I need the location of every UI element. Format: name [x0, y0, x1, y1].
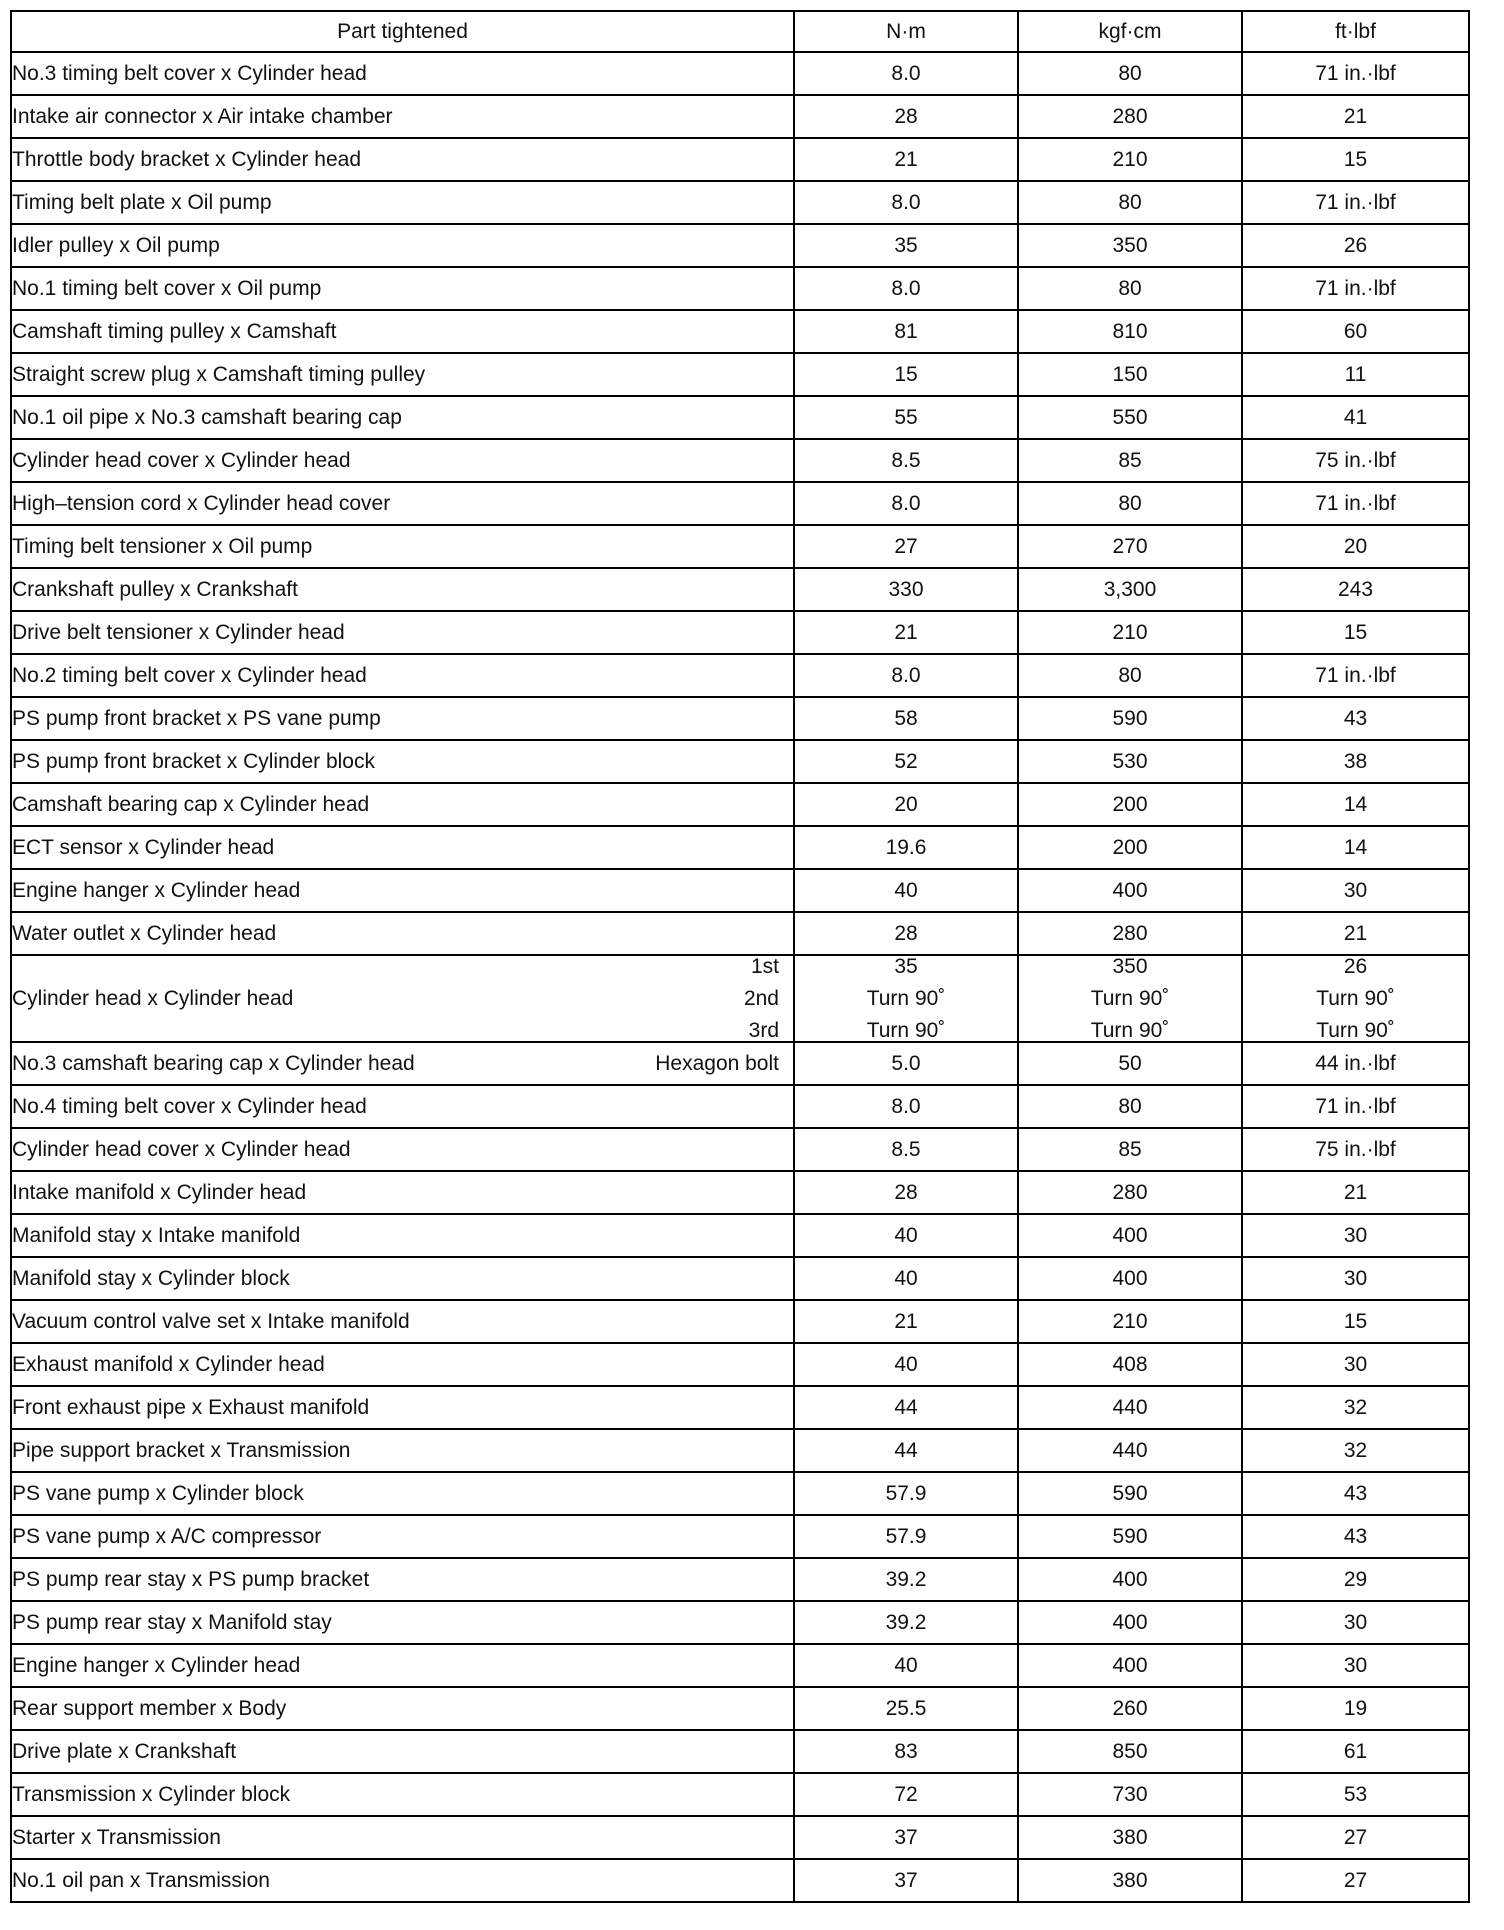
table-row — [11, 1687, 1469, 1730]
kgf-value: 400 — [1018, 1257, 1242, 1300]
part-label: ECT sensor x Cylinder head — [12, 836, 275, 859]
ft-value: 71 in.·lbf — [1242, 482, 1469, 525]
kgf-value: 280 — [1018, 912, 1242, 955]
kgf-value: 280 — [1018, 1171, 1242, 1214]
part-label: Timing belt tensioner x Oil pump — [12, 535, 313, 558]
part-label: Drive plate x Crankshaft — [12, 1740, 237, 1763]
part-cell — [11, 611, 794, 654]
table-row — [11, 1816, 1469, 1859]
part-label: Engine hanger x Cylinder head — [12, 879, 301, 902]
part-cell — [11, 826, 794, 869]
nm-value: 52 — [794, 740, 1018, 783]
kgf-value: 590 — [1018, 697, 1242, 740]
header-nm: N·m — [794, 11, 1018, 52]
nm-value: 27 — [794, 525, 1018, 568]
kgf-value: 400 — [1018, 1601, 1242, 1644]
nm-value: 8.0 — [794, 654, 1018, 697]
part-label: No.1 oil pipe x No.3 camshaft bearing cap — [12, 406, 402, 429]
ft-value: 60 — [1242, 310, 1469, 353]
part-cell — [11, 1214, 794, 1257]
table-row — [11, 1859, 1469, 1902]
kgf-value: 810 — [1018, 310, 1242, 353]
kgf-value: 210 — [1018, 1300, 1242, 1343]
nm-value: 57.9 — [794, 1515, 1018, 1558]
kgf-value: 380 — [1018, 1816, 1242, 1859]
part-label: Exhaust manifold x Cylinder head — [12, 1353, 325, 1376]
part-cell — [11, 181, 794, 224]
part-label: Cylinder head x Cylinder head — [12, 987, 294, 1010]
ft-value: 30 — [1242, 1644, 1469, 1687]
kgf-value: 440 — [1018, 1429, 1242, 1472]
part-label: Vacuum control valve set x Intake manifold — [12, 1310, 410, 1333]
kgf-value: 200 — [1018, 826, 1242, 869]
kgf-value: 3,300 — [1018, 568, 1242, 611]
kgf-value: 85 — [1018, 1128, 1242, 1171]
stage-label: 2nd — [743, 987, 779, 1010]
nm-value: 39.2 — [794, 1558, 1018, 1601]
part-cell — [11, 1472, 794, 1515]
nm-value: 35 — [794, 224, 1018, 267]
nm-value: 8.5 — [794, 439, 1018, 482]
table-row — [11, 1773, 1469, 1816]
part-label: Timing belt plate x Oil pump — [12, 191, 272, 214]
part-cell — [11, 396, 794, 439]
kgf-value: 730 — [1018, 1773, 1242, 1816]
part-label: Intake air connector x Air intake chamber — [12, 105, 393, 128]
table-row — [11, 654, 1469, 697]
nm-value: 28 — [794, 912, 1018, 955]
part-cell — [11, 1644, 794, 1687]
part-label: Front exhaust pipe x Exhaust manifold — [12, 1396, 370, 1419]
table-row — [11, 525, 1469, 568]
nm-value: 8.5 — [794, 1128, 1018, 1171]
part-label: Camshaft bearing cap x Cylinder head — [12, 793, 370, 816]
nm-value: 40 — [794, 1644, 1018, 1687]
ft-value: 38 — [1242, 740, 1469, 783]
kgf-value: Turn 90˚ — [1090, 987, 1170, 1010]
table-row-cylinder-head — [11, 955, 1469, 1042]
part-label: No.3 camshaft bearing cap x Cylinder head — [12, 1052, 415, 1075]
part-cell — [11, 1816, 794, 1859]
ft-value: 32 — [1242, 1429, 1469, 1472]
table-row — [11, 1042, 1469, 1085]
part-cell — [11, 1429, 794, 1472]
part-label: No.2 timing belt cover x Cylinder head — [12, 664, 367, 687]
table-row — [11, 95, 1469, 138]
ft-value: 14 — [1242, 783, 1469, 826]
header-part: Part tightened — [11, 11, 794, 52]
ft-value: 21 — [1242, 95, 1469, 138]
nm-value: 40 — [794, 1343, 1018, 1386]
kgf-cell — [1018, 955, 1242, 1042]
part-cell — [11, 1515, 794, 1558]
table-row — [11, 482, 1469, 525]
table-row — [11, 1171, 1469, 1214]
table-row — [11, 869, 1469, 912]
ft-value: Turn 90˚ — [1316, 1019, 1395, 1042]
torque-spec-table — [10, 10, 1470, 1903]
nm-value: 8.0 — [794, 181, 1018, 224]
table-row — [11, 52, 1469, 95]
nm-value: 8.0 — [794, 52, 1018, 95]
ft-value: 30 — [1242, 1343, 1469, 1386]
nm-value: 25.5 — [794, 1687, 1018, 1730]
ft-value: 21 — [1242, 1171, 1469, 1214]
ft-value: 71 in.·lbf — [1242, 267, 1469, 310]
part-cell — [11, 310, 794, 353]
ft-value: 15 — [1242, 138, 1469, 181]
part-label: Pipe support bracket x Transmission — [12, 1439, 351, 1462]
kgf-value: 440 — [1018, 1386, 1242, 1429]
part-label: PS vane pump x Cylinder block — [12, 1482, 304, 1505]
part-cell — [11, 138, 794, 181]
nm-value: 37 — [794, 1816, 1018, 1859]
part-label: Water outlet x Cylinder head — [12, 922, 277, 945]
table-row — [11, 181, 1469, 224]
table-row — [11, 396, 1469, 439]
kgf-value: 260 — [1018, 1687, 1242, 1730]
table-row — [11, 826, 1469, 869]
kgf-value: 80 — [1018, 181, 1242, 224]
kgf-value: 80 — [1018, 1085, 1242, 1128]
table-row — [11, 310, 1469, 353]
nm-value: 35 — [894, 955, 918, 978]
part-label: No.3 timing belt cover x Cylinder head — [12, 62, 367, 85]
ft-value: 29 — [1242, 1558, 1469, 1601]
kgf-value: 150 — [1018, 353, 1242, 396]
nm-value: 330 — [794, 568, 1018, 611]
table-row — [11, 1214, 1469, 1257]
ft-value: 20 — [1242, 525, 1469, 568]
table-row — [11, 138, 1469, 181]
nm-value: 21 — [794, 138, 1018, 181]
nm-value: 8.0 — [794, 1085, 1018, 1128]
nm-value: 55 — [794, 396, 1018, 439]
table-row — [11, 740, 1469, 783]
ft-value: 32 — [1242, 1386, 1469, 1429]
table-row — [11, 1257, 1469, 1300]
kgf-value: 350 — [1018, 224, 1242, 267]
part-cell — [11, 1859, 794, 1902]
nm-value: 81 — [794, 310, 1018, 353]
table-row — [11, 1558, 1469, 1601]
ft-value: 30 — [1242, 869, 1469, 912]
kgf-value: 50 — [1018, 1042, 1242, 1085]
part-label: PS pump front bracket x PS vane pump — [12, 707, 381, 730]
part-cell — [11, 1171, 794, 1214]
kgf-value: 590 — [1018, 1515, 1242, 1558]
nm-value: 37 — [794, 1859, 1018, 1902]
part-label: PS pump rear stay x Manifold stay — [12, 1611, 332, 1634]
table-row — [11, 568, 1469, 611]
nm-value: 5.0 — [794, 1042, 1018, 1085]
part-label: Intake manifold x Cylinder head — [12, 1181, 307, 1204]
part-cell — [11, 52, 794, 95]
ft-value: 71 in.·lbf — [1242, 654, 1469, 697]
part-label: No.1 oil pan x Transmission — [12, 1869, 270, 1892]
kgf-value: 400 — [1018, 1558, 1242, 1601]
part-label: Cylinder head cover x Cylinder head — [12, 449, 351, 472]
part-cell — [11, 1773, 794, 1816]
ft-value: 21 — [1242, 912, 1469, 955]
kgf-value: 210 — [1018, 138, 1242, 181]
part-label: Transmission x Cylinder block — [12, 1783, 291, 1806]
nm-value: 40 — [794, 869, 1018, 912]
nm-value: 58 — [794, 697, 1018, 740]
kgf-value: 80 — [1018, 52, 1242, 95]
kgf-value: 590 — [1018, 1472, 1242, 1515]
nm-value: 21 — [794, 1300, 1018, 1343]
nm-value: 8.0 — [794, 267, 1018, 310]
table-row — [11, 1472, 1469, 1515]
kgf-value: 400 — [1018, 1214, 1242, 1257]
ft-value: 243 — [1242, 568, 1469, 611]
kgf-value: 80 — [1018, 654, 1242, 697]
table-row — [11, 1300, 1469, 1343]
ft-value: 27 — [1242, 1816, 1469, 1859]
part-cell — [11, 1085, 794, 1128]
kgf-value: 80 — [1018, 267, 1242, 310]
ft-value: 26 — [1343, 955, 1368, 978]
header-kgf: kgf·cm — [1018, 11, 1242, 52]
nm-value: 44 — [794, 1429, 1018, 1472]
ft-value: 15 — [1242, 1300, 1469, 1343]
part-cell — [11, 1343, 794, 1386]
ft-value: 75 in.·lbf — [1242, 1128, 1469, 1171]
kgf-value: 850 — [1018, 1730, 1242, 1773]
kgf-value: 408 — [1018, 1343, 1242, 1386]
part-note: Hexagon bolt — [655, 1052, 779, 1075]
part-label: PS pump front bracket x Cylinder block — [12, 750, 375, 773]
stage-label: 1st — [750, 955, 779, 978]
ft-value: 71 in.·lbf — [1242, 1085, 1469, 1128]
nm-value: Turn 90˚ — [866, 987, 946, 1010]
kgf-value: 210 — [1018, 611, 1242, 654]
table-row — [11, 439, 1469, 482]
part-label: Idler pulley x Oil pump — [12, 234, 220, 257]
stage-label: 3rd — [748, 1019, 779, 1042]
table-row — [11, 1343, 1469, 1386]
ft-value: 11 — [1242, 353, 1469, 396]
table-row — [11, 697, 1469, 740]
kgf-value: 550 — [1018, 396, 1242, 439]
part-label: Engine hanger x Cylinder head — [12, 1654, 301, 1677]
ft-value: 19 — [1242, 1687, 1469, 1730]
ft-value: 43 — [1242, 1472, 1469, 1515]
table-row — [11, 1644, 1469, 1687]
part-cell — [11, 783, 794, 826]
table-row — [11, 783, 1469, 826]
part-cell — [11, 353, 794, 396]
part-cell — [11, 1042, 794, 1085]
part-label: High–tension cord x Cylinder head cover — [12, 492, 391, 515]
part-cell — [11, 1558, 794, 1601]
table-row — [11, 1085, 1469, 1128]
kgf-value: 200 — [1018, 783, 1242, 826]
part-cell — [11, 1257, 794, 1300]
header-row — [11, 11, 1469, 52]
kgf-value: 380 — [1018, 1859, 1242, 1902]
ft-cell — [1242, 955, 1469, 1042]
nm-cell — [794, 955, 1018, 1042]
kgf-value: 80 — [1018, 482, 1242, 525]
part-cell — [11, 1128, 794, 1171]
nm-value: 28 — [794, 1171, 1018, 1214]
part-cell — [11, 568, 794, 611]
nm-value: 83 — [794, 1730, 1018, 1773]
ft-value: 61 — [1242, 1730, 1469, 1773]
kgf-value: Turn 90˚ — [1090, 1019, 1170, 1042]
nm-value: 8.0 — [794, 482, 1018, 525]
table-row — [11, 1429, 1469, 1472]
part-label: Manifold stay x Intake manifold — [12, 1224, 301, 1247]
ft-value: 71 in.·lbf — [1242, 52, 1469, 95]
part-cell — [11, 1730, 794, 1773]
kgf-value: 350 — [1112, 955, 1148, 978]
table-row — [11, 267, 1469, 310]
table-row — [11, 611, 1469, 654]
table-body-lower — [11, 1042, 1469, 1902]
part-cell — [11, 740, 794, 783]
nm-value: 72 — [794, 1773, 1018, 1816]
kgf-value: 400 — [1018, 869, 1242, 912]
ft-value: 41 — [1242, 396, 1469, 439]
nm-value: Turn 90˚ — [866, 1019, 946, 1042]
part-cell — [11, 1300, 794, 1343]
part-label: Manifold stay x Cylinder block — [12, 1267, 290, 1290]
part-label: Crankshaft pulley x Crankshaft — [12, 578, 298, 601]
nm-value: 39.2 — [794, 1601, 1018, 1644]
nm-value: 20 — [794, 783, 1018, 826]
ft-value: 30 — [1242, 1257, 1469, 1300]
part-label: Camshaft timing pulley x Camshaft — [12, 320, 337, 343]
kgf-value: 400 — [1018, 1644, 1242, 1687]
part-cell — [11, 1386, 794, 1429]
ft-value: 43 — [1242, 1515, 1469, 1558]
nm-value: 15 — [794, 353, 1018, 396]
part-cell — [11, 697, 794, 740]
ft-value: 43 — [1242, 697, 1469, 740]
ft-value: 71 in.·lbf — [1242, 181, 1469, 224]
table-row — [11, 1386, 1469, 1429]
part-cell — [11, 439, 794, 482]
kgf-value: 85 — [1018, 439, 1242, 482]
nm-value: 19.6 — [794, 826, 1018, 869]
part-cell — [11, 912, 794, 955]
part-label: Starter x Transmission — [12, 1826, 221, 1849]
table-body-upper — [11, 52, 1469, 955]
ft-value: 14 — [1242, 826, 1469, 869]
part-label: PS pump rear stay x PS pump bracket — [12, 1568, 370, 1591]
part-cell — [11, 482, 794, 525]
table-row — [11, 1601, 1469, 1644]
nm-value: 44 — [794, 1386, 1018, 1429]
tightening-stages — [744, 956, 779, 1041]
part-cell — [11, 267, 794, 310]
ft-value: 75 in.·lbf — [1242, 439, 1469, 482]
ft-value: 44 in.·lbf — [1242, 1042, 1469, 1085]
kgf-value: 530 — [1018, 740, 1242, 783]
part-label: No.4 timing belt cover x Cylinder head — [12, 1095, 367, 1118]
part-label: Throttle body bracket x Cylinder head — [12, 148, 362, 171]
ft-value: 53 — [1242, 1773, 1469, 1816]
kgf-value: 280 — [1018, 95, 1242, 138]
nm-value: 40 — [794, 1214, 1018, 1257]
ft-value: 27 — [1242, 1859, 1469, 1902]
part-label: Rear support member x Body — [12, 1697, 287, 1720]
part-label: PS vane pump x A/C compressor — [12, 1525, 322, 1548]
part-label: Straight screw plug x Camshaft timing pulley — [12, 363, 426, 386]
part-cell — [11, 654, 794, 697]
part-cell — [11, 955, 794, 1042]
kgf-value: 270 — [1018, 525, 1242, 568]
part-cell — [11, 869, 794, 912]
table-row — [11, 1515, 1469, 1558]
part-cell — [11, 525, 794, 568]
part-label: Cylinder head cover x Cylinder head — [12, 1138, 351, 1161]
ft-value: 30 — [1242, 1214, 1469, 1257]
ft-value: 26 — [1242, 224, 1469, 267]
part-label: No.1 timing belt cover x Oil pump — [12, 277, 322, 300]
ft-value: Turn 90˚ — [1316, 987, 1395, 1010]
nm-value: 57.9 — [794, 1472, 1018, 1515]
part-cell — [11, 1601, 794, 1644]
header-ft: ft·lbf — [1242, 11, 1469, 52]
ft-value: 30 — [1242, 1601, 1469, 1644]
table-row — [11, 912, 1469, 955]
table-body-cylinder-head — [11, 955, 1469, 1042]
nm-value: 21 — [794, 611, 1018, 654]
part-cell — [11, 224, 794, 267]
part-label: Drive belt tensioner x Cylinder head — [12, 621, 345, 644]
table-row — [11, 224, 1469, 267]
table-row — [11, 1730, 1469, 1773]
part-cell — [11, 95, 794, 138]
part-cell — [11, 1687, 794, 1730]
table-row — [11, 1128, 1469, 1171]
nm-value: 28 — [794, 95, 1018, 138]
ft-value: 15 — [1242, 611, 1469, 654]
nm-value: 40 — [794, 1257, 1018, 1300]
table-row — [11, 353, 1469, 396]
